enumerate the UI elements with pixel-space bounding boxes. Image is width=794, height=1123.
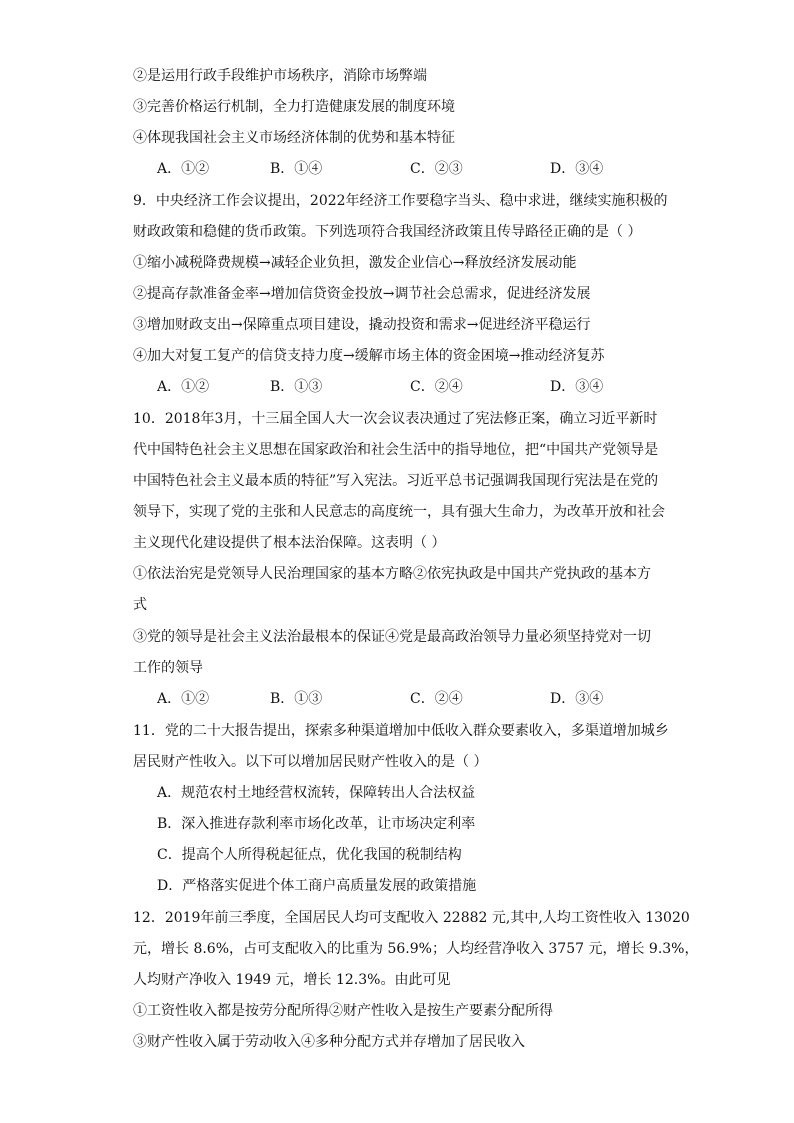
q11-choice-b: B．深入推进存款利率市场化改革，让市场决定利率 — [157, 816, 476, 832]
q9-statement-4: ④加大对复工复产的信贷支持力度→缓解市场主体的资金困境→推动经济复苏 — [133, 348, 605, 364]
q12-stem-line-2: 元，增长 8.6%，占可支配收入的比重为 56.9%；人均经营净收入 3757 元，增长 9.3%， — [133, 941, 699, 957]
q8-option-b: B．①④ — [270, 161, 323, 177]
q10-option-a: A．①② — [157, 691, 210, 707]
q9-statement-2: ②提高存款准备金率→增加信贷资金投放→调节社会总需求，促进经济发展 — [133, 286, 591, 302]
q8-option-d: D．③④ — [550, 161, 604, 177]
q12-stem-line-3: 人均财产净收入 1949 元，增长 12.3%。由此可见 — [133, 972, 451, 988]
q12-stem-line-1: 12．2019年前三季度，全国居民人均可支配收入 22882 元,其中,人均工资性收入 13020 — [133, 910, 690, 926]
q10-statement-3-4-cont: 工作的领导 — [133, 660, 203, 676]
q8-options — [157, 159, 677, 179]
q11-stem-line-2: 居民财产性收入。以下可以增加居民财产性收入的是（ ） — [133, 754, 488, 770]
q8-option-c: C．②③ — [410, 161, 463, 177]
q10-option-b: B．①③ — [270, 691, 323, 707]
q8-option-a: A．①② — [157, 161, 210, 177]
q9-stem-line-2: 财政政策和稳健的货币政策。下列选项符合我国经济政策且传导路径正确的是（ ） — [133, 224, 642, 240]
q9-option-c: C．②④ — [410, 379, 463, 395]
q8-statement-3: ③完善价格运行机制，全力打造健康发展的制度环境 — [133, 99, 455, 115]
q11-stem-line-1: 11．党的二十大报告提出，探索多种渠道增加中低收入群众要素收入，多渠道增加城乡 — [133, 723, 669, 739]
q10-option-c: C．②④ — [410, 691, 463, 707]
q10-option-d: D．③④ — [550, 691, 604, 707]
q10-stem-line-3: 中国特色社会主义最本质的特征”写入宪法。习近平总书记强调我国现行宪法是在党的 — [133, 473, 659, 489]
q10-statement-1-2-cont: 式 — [133, 597, 147, 613]
q9-options — [157, 377, 677, 397]
q11-choice-a: A．规范农村土地经营权流转，保障转出人合法权益 — [157, 785, 476, 801]
q10-stem-line-1: 10．2018年3月，十三届全国人大一次会议表决通过了宪法修正案，确立习近平新时 — [133, 411, 658, 427]
q11-choice-c: C．提高个人所得税起征点，优化我国的税制结构 — [157, 847, 462, 863]
q10-stem-line-4: 领导下，实现了党的主张和人民意志的高度统一，具有强大生命力，为改革开放和社会 — [133, 504, 665, 520]
q9-option-d: D．③④ — [550, 379, 604, 395]
q10-options — [157, 689, 677, 709]
q10-statement-3-4: ③党的领导是社会主义法治最根本的保证④党是最高政治领导力量必须坚持党对一切 — [133, 629, 651, 645]
q12-statement-1-2: ①工资性收入都是按劳分配所得②财产性收入是按生产要素分配所得 — [133, 1003, 553, 1019]
q9-statement-3: ③增加财政支出→保障重点项目建设，撬动投资和需求→促进经济平稳运行 — [133, 317, 591, 333]
q9-option-a: A．①② — [157, 379, 210, 395]
q9-option-b: B．①③ — [270, 379, 323, 395]
q10-stem-line-2: 代中国特色社会主义思想在国家政治和社会生活中的指导地位，把“中国共产党领导是 — [133, 442, 659, 458]
q10-stem-line-5: 主义现代化建设提供了根本法治保障。这表明（ ） — [133, 535, 446, 551]
q12-statement-3-4: ③财产性收入属于劳动收入④多种分配方式并存增加了居民收入 — [133, 1034, 525, 1050]
q9-statement-1: ①缩小减税降费规模→减轻企业负担，激发企业信心→释放经济发展动能 — [133, 255, 577, 271]
q8-statement-2: ②是运用行政手段维护市场秩序，消除市场弊端 — [133, 68, 427, 84]
q11-choice-d: D．严格落实促进个体工商户高质量发展的政策措施 — [157, 878, 477, 894]
q9-stem-line-1: 9．中央经济工作会议提出，2022年经济工作要稳字当头、稳中求进，继续实施积极的 — [133, 193, 668, 209]
q8-statement-4: ④体现我国社会主义市场经济体制的优势和基本特征 — [133, 130, 455, 146]
q10-statement-1-2: ①依法治宪是党领导人民治理国家的基本方略②依宪执政是中国共产党执政的基本方 — [133, 566, 651, 582]
